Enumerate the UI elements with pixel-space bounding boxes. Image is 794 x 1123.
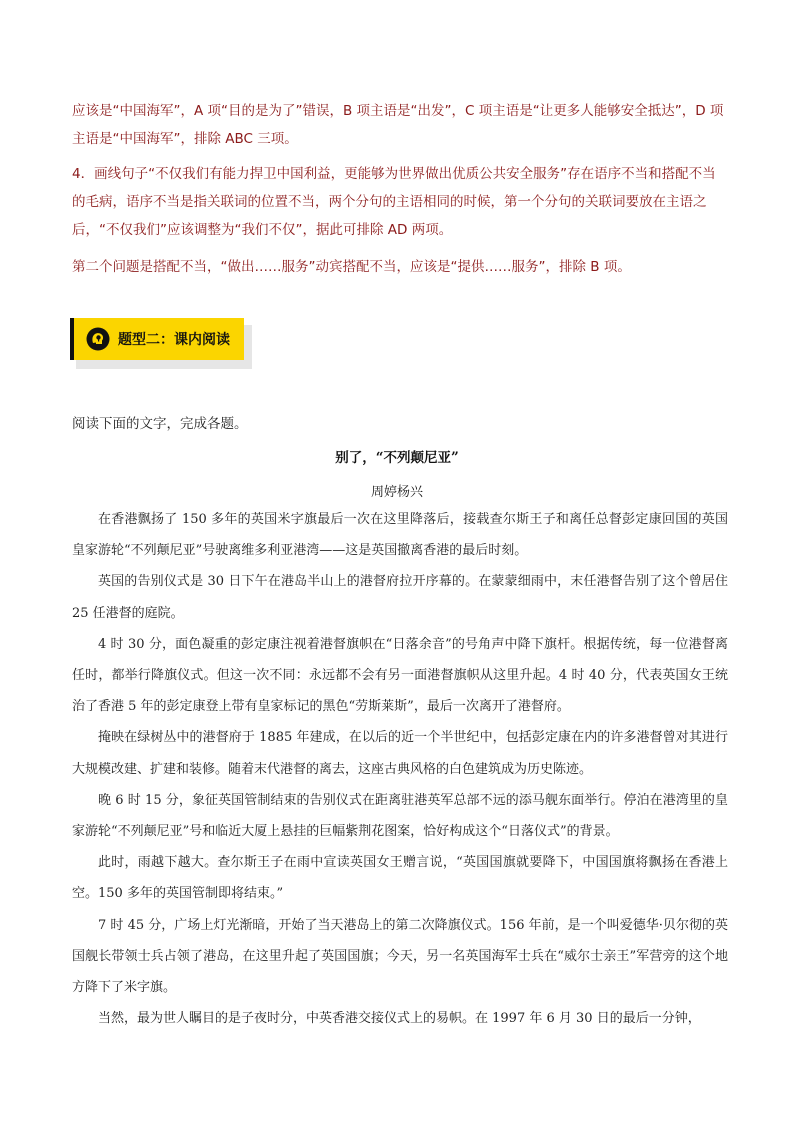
article-paragraph: 英国的告别仪式是 30 日下午在港岛半山上的港督府拉开序幕的。在蒙蒙细雨中，末任港督告别了这个曾居住 25 任港督的庭院。 [72, 574, 728, 621]
section-heading-box [70, 318, 244, 360]
article-paragraph: 晚 6 时 15 分，象征英国管制结束的告别仪式在距离驻港英军总部不远的添马舰东面举行。停泊在港湾里的皇家游轮“不列颠尼亚”号和临近大厦上悬挂的巨幅紫荆花图案，恰好构成这个“日落仪式”的背景。 [72, 792, 728, 840]
article-paragraph: 4 时 30 分，面色凝重的彭定康注视着港督旗帜在“日落余音”的号角声中降下旗杆。根据传统，每一位港督离任时，都举行降旗仪式。但这一次不同：永远都不会有另一面港督旗帜从这里升起。4 时 40 分，代表英国女王统治了香港 5 年的彭定康登上带有皇家标记的黑色“劳斯莱斯”，最后一次离开了港督府。 [72, 636, 728, 715]
answer-text-q3-end [72, 97, 728, 153]
answer-paragraph: 应该是“中国海军”，A 项“目的是为了”错误，B 项主语是“出发”，C 项主语是“让更多人能够安全抵达”，D 项主语是“中国海军”，排除 ABC 三项。 [72, 103, 724, 147]
article-paragraph: 此时，雨越下越大。查尔斯王子在雨中宣读英国女王赠言说，“英国国旗就要降下，中国国旗将飘扬在香港上空。150 多年的英国管制即将结束。” [72, 855, 728, 902]
question-instruction: 阅读下面的文字，完成各题。 [72, 416, 248, 432]
answer-text-q4 [72, 160, 728, 244]
answer-text-q4-part2 [72, 253, 728, 281]
article-paragraph: 7 时 45 分，广场上灯光渐暗，开始了当天港岛上的第二次降旗仪式。156 年前，是一个叫爱德华·贝尔彻的英国舰长带领士兵占领了港岛，在这里升起了英国国旗；今天，另一名英国海军士兵在“威尔士亲王”军营旁的这个地方降下了米字旗。 [72, 917, 728, 996]
article-paragraph: 掩映在绿树丛中的港督府于 1885 年建成，在以后的近一个半世纪中，包括彭定康在内的许多港督曾对其进行大规模改建、扩建和装修。随着末代港督的离去，这座古典风格的白色建筑成为历史陈迹。 [72, 730, 728, 777]
section-heading [70, 318, 248, 368]
article-author: 周婷杨兴 [370, 485, 423, 500]
article-title: 别了，“不列颠尼亚” [335, 450, 459, 466]
answer-paragraph: 4．画线句子“不仅我们有能力捍卫中国利益，更能够为世界做出优质公共安全服务”存在语序不当和搭配不当的毛病，语序不当是指关联词的位置不当，两个分句的主语相同的时候，第一个分句的关联词要放在主语之后，“不仅我们”应该调整为“我们不仅”，据此可排除 AD 两项。 [72, 166, 716, 238]
section-heading-label: 题型二：课内阅读 [118, 332, 230, 348]
head-lightbulb-icon [86, 327, 110, 351]
article-paragraph: 在香港飘扬了 150 多年的英国米字旗最后一次在这里降落后，接载查尔斯王子和离任总督彭定康回国的英国皇家游轮“不列颠尼亚”号驶离维多利亚港湾——这是英国撤离香港的最后时刻。 [72, 512, 728, 559]
article-paragraph: 当然，最为世人瞩目的是子夜时分，中英香港交接仪式上的易帜。在 1997 年 6 月 30 日的最后一分钟， [98, 1011, 701, 1027]
answer-paragraph: 第二个问题是搭配不当，“做出……服务”动宾搭配不当，应该是“提供……服务”，排除 B 项。 [72, 259, 631, 275]
article-body [72, 504, 728, 1034]
